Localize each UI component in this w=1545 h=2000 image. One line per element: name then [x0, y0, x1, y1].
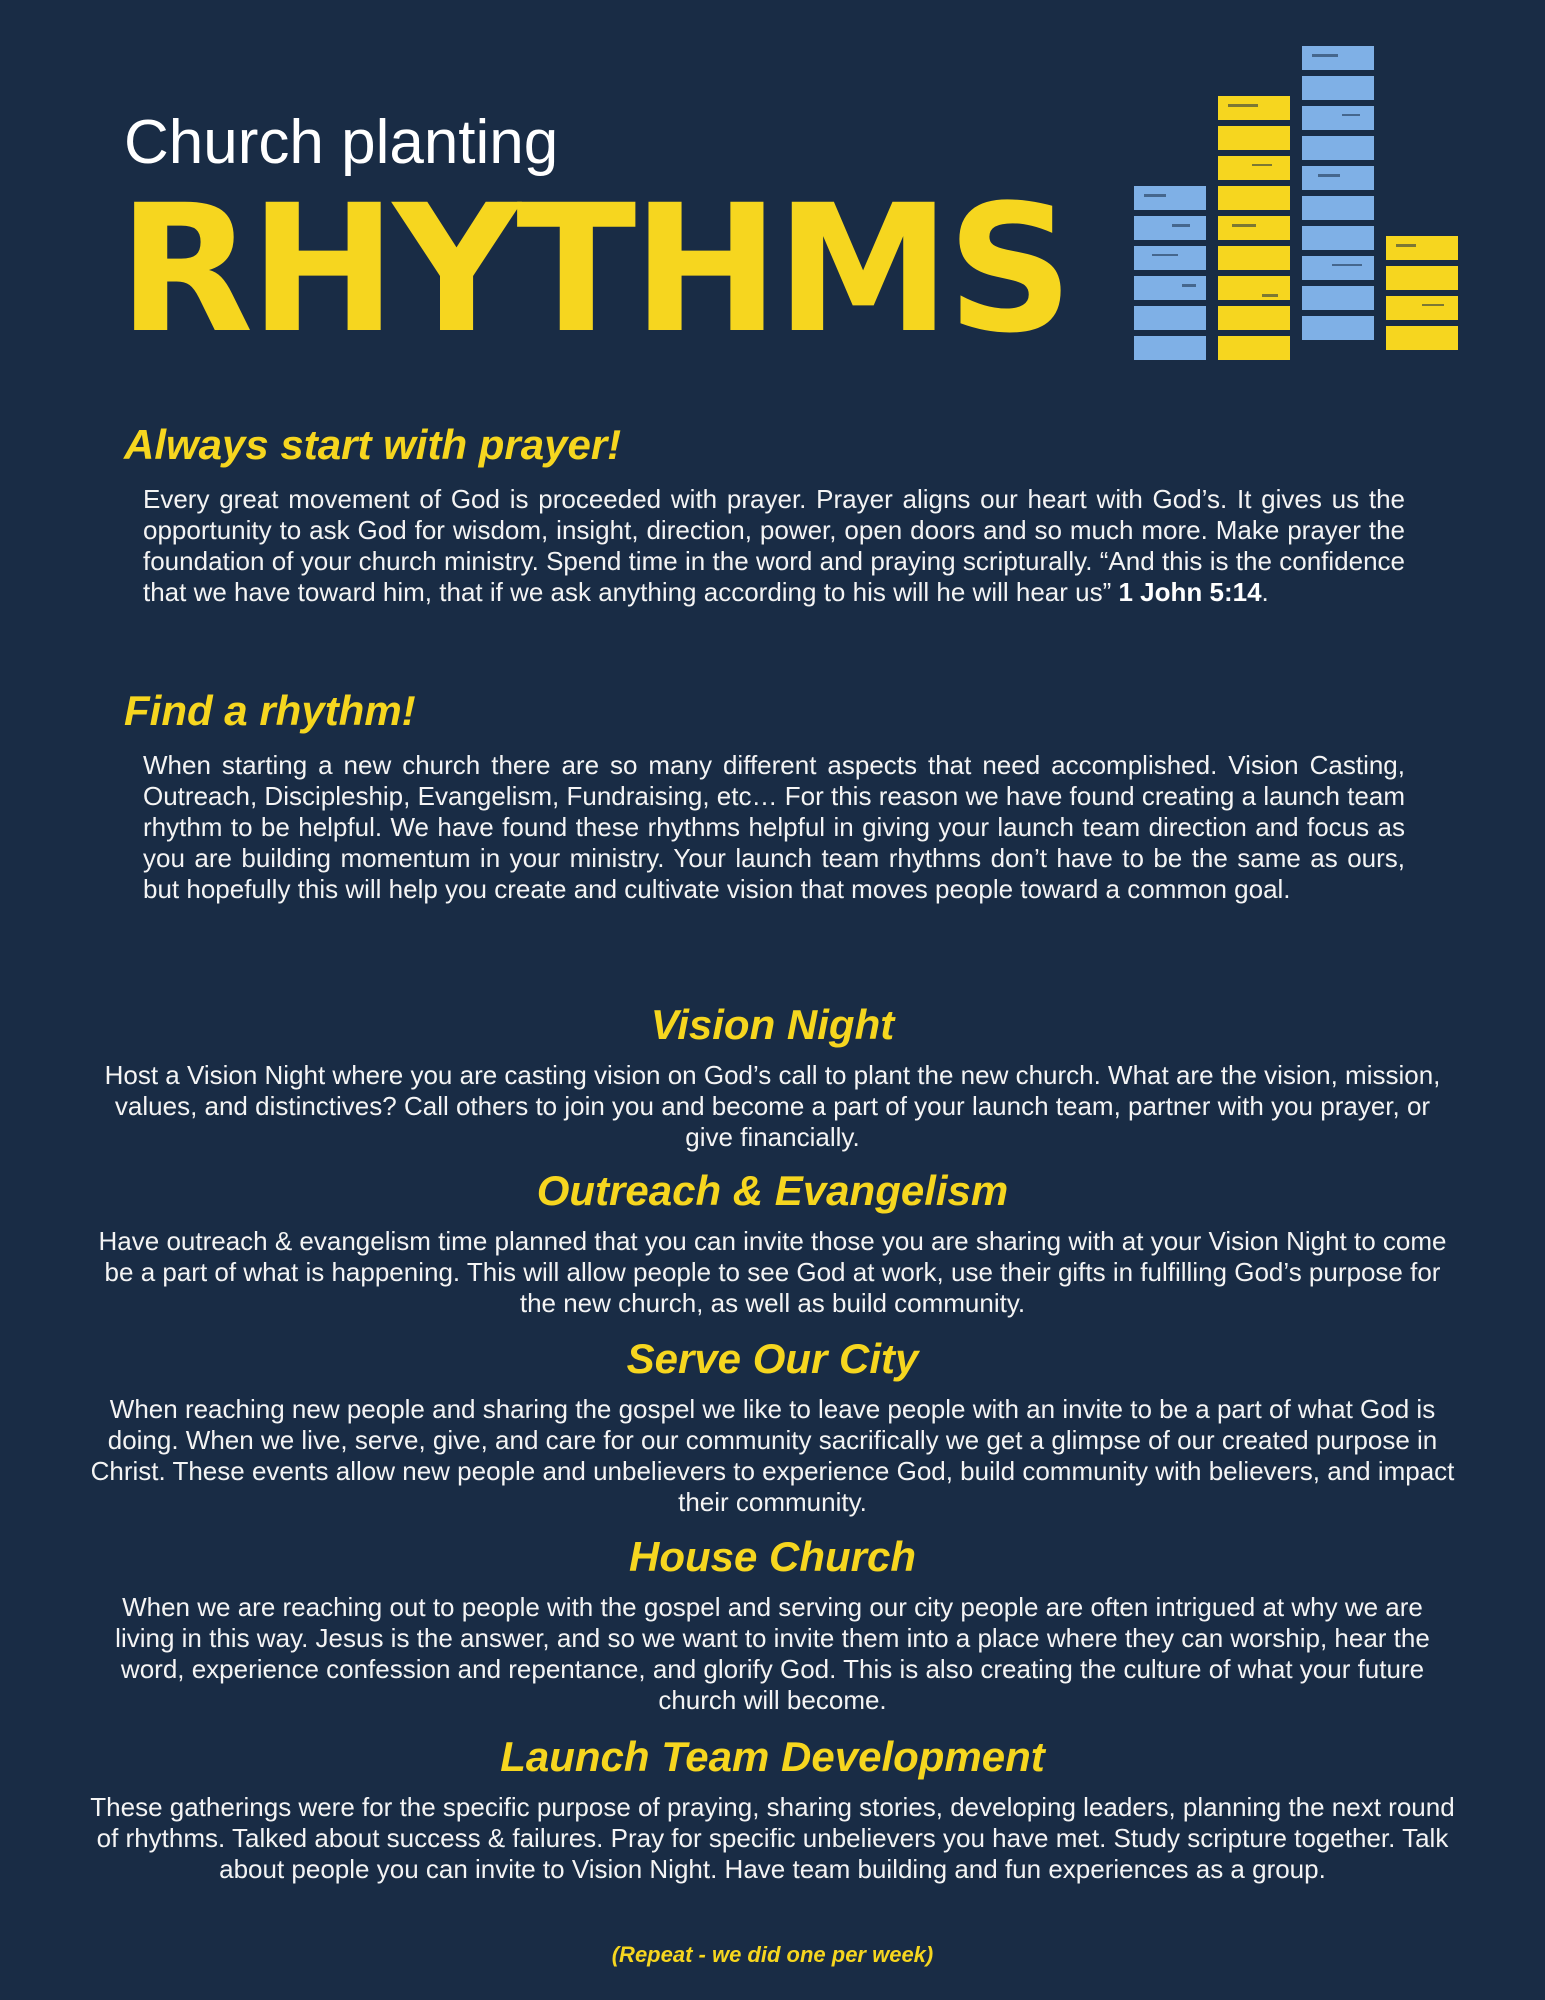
rhythm-body: When starting a new church there are so many different aspects that need accomplished. Vision Casting, Outreach, Discipleship, Evangelism, Fundraising, etc… For this reason we have found creating a launch team rhythm to be helpful. We have found these rhythms helpful in giving your launch team direction and focus as you are building momentum in your ministry. Your launch team rhythms don’t have to be the same as ours, but hopefully this will help you create and cultivate vision that moves people toward a common goal. [143, 750, 1405, 904]
rhythm-title: Vision Night [650, 1001, 895, 1048]
rhythm-description: Host a Vision Night where you are casting vision on God’s call to plant the new church. What are the vision, mission, values, and distinctives? Call others to join you and become a part of your launch team, partner with you prayer, or give financially. [104, 1060, 1441, 1152]
rhythm-title: Launch Team Development [500, 1733, 1045, 1780]
rhythm-title: Outreach & Evangelism [536, 1167, 1009, 1214]
header-title: RHYTHMS [118, 167, 1070, 372]
prayer-body-text: Every great movement of God is proceeded with prayer. Prayer aligns our heart with God’s. It gives us the opportunity to ask God for wisdom, insight, direction, power, open doors and so much more. Make prayer the foundation of your church ministry. Spend time in the word and praying scripturally. “And this is the confidence that we have toward him, that if we ask anything according to his will he will hear us” [143, 484, 1405, 607]
rhythm-description: When reaching new people and sharing the gospel we like to leave people with an invite to be a part of what God is doing. When we live, serve, give, and care for our community sacrifically we get a glimpse of our created purpose in Christ. These events allow new people and unbelievers to experience God, build community with believers, and impact their community. [90, 1394, 1455, 1517]
rhythm-vision-night [90, 1001, 1455, 1153]
repeat-footnote: (Repeat - we did one per week) [611, 1942, 934, 1967]
equalizer-column-3 [1302, 46, 1374, 340]
prayer-reference-suffix: . [1261, 577, 1269, 607]
rhythm-serve-our-city [90, 1335, 1455, 1518]
prayer-section [124, 421, 1410, 608]
prayer-heading: Always start with prayer! [124, 421, 622, 468]
equalizer-graphic [1132, 44, 1462, 364]
rhythm-title: Serve Our City [626, 1335, 919, 1382]
rhythm-description: When we are reaching out to people with the gospel and serving our city people are often intrigued at why we are living in this way. Jesus is the answer, and so we want to invite them into a place where they can worship, hear the word, experience confession and repentance, and glorify God. This is also creating the culture of what your future church will become. [115, 1592, 1430, 1715]
equalizer-column-2 [1218, 96, 1290, 360]
equalizer-column-4 [1386, 236, 1458, 350]
equalizer-column-1 [1134, 186, 1206, 360]
header-kicker: Church planting [124, 108, 559, 177]
prayer-body [143, 484, 1405, 608]
rhythm-outreach-evangelism [90, 1167, 1455, 1319]
rhythm-section [124, 687, 1410, 905]
rhythm-heading: Find a rhythm! [124, 687, 416, 734]
rhythm-house-church [90, 1533, 1455, 1716]
rhythm-description: These gatherings were for the specific purpose of praying, sharing stories, developing leaders, planning the next round of rhythms. Talked about success & failures. Pray for specific unbelievers you have met. Study scripture together. Talk about people you can invite to Vision Night. Have team building and fun experiences as a group. [90, 1792, 1455, 1884]
rhythm-launch-team-development [90, 1733, 1455, 1885]
prayer-scripture-reference: 1 John 5:14 [1118, 577, 1262, 607]
rhythm-description: Have outreach & evangelism time planned that you can invite those you are sharing with at your Vision Night to come be a part of what is happening. This will allow people to see God at work, use their gifts in fulfilling God’s purpose for the new church, as well as build community. [98, 1226, 1447, 1318]
rhythm-title: House Church [628, 1533, 917, 1580]
